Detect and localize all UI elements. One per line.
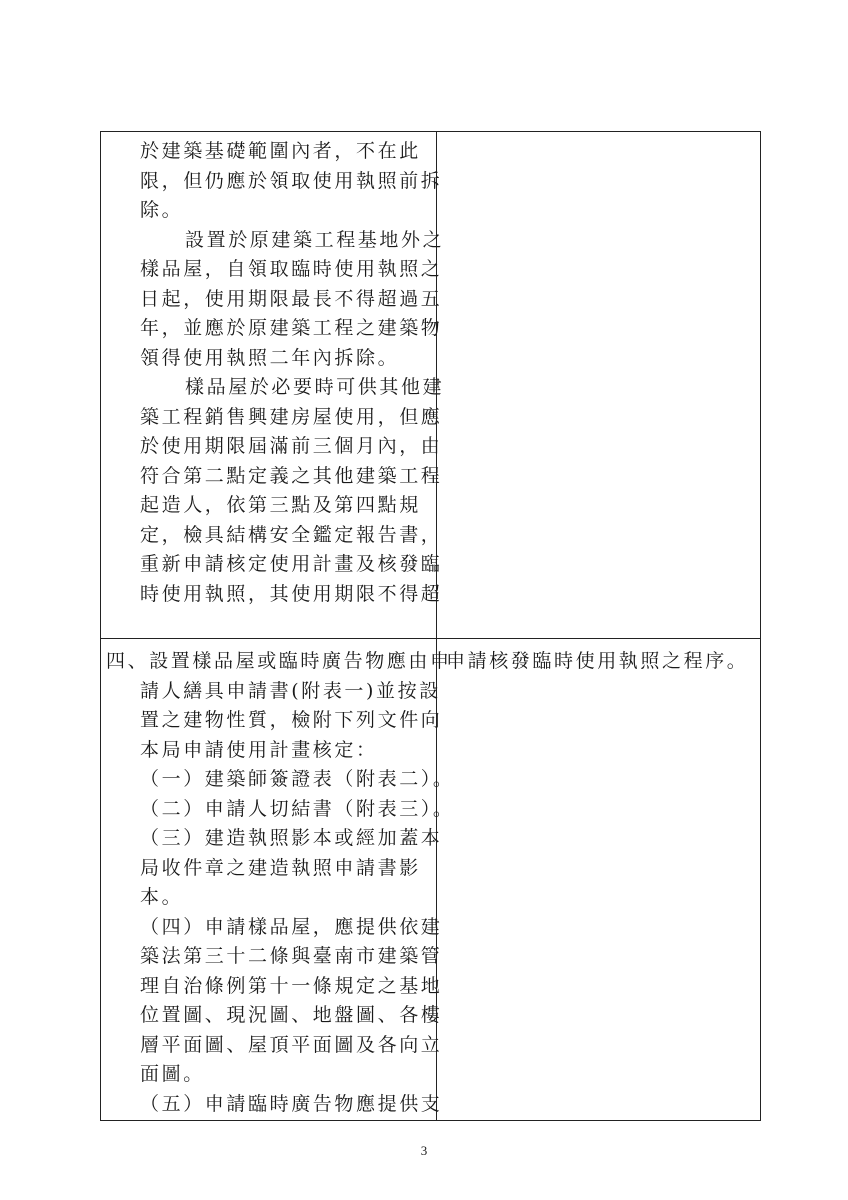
text-line: 於使用期限屆滿前三個月內，由	[140, 435, 443, 457]
page-number: 3	[420, 1143, 428, 1158]
comparison-table	[100, 131, 761, 1121]
text-line: 本。	[140, 886, 184, 908]
text-line: 日起，使用期限最長不得超過五	[140, 287, 443, 310]
text-line: 層平面圖、屋頂平面圖及各向立	[140, 1033, 443, 1056]
text-line: 請人繕具申請書(附表一)並按設	[140, 679, 441, 702]
text-line: 築工程銷售興建房屋使用，但應	[140, 405, 443, 428]
text-line: 樣品屋於必要時可供其他建	[185, 376, 445, 398]
text-line: 申請核發臨時使用執照之程序。	[446, 650, 749, 672]
column-divider	[436, 132, 437, 1120]
text-line: 起造人，依第三點及第四點規	[140, 494, 421, 516]
text-line: （二）申請人切結書（附表三）。	[140, 797, 455, 820]
text-line: 年，並應於原建築工程之建築物	[140, 317, 443, 339]
text-line: 除。	[140, 199, 184, 221]
text-line: （三）建造執照影本或經加蓋本	[140, 827, 443, 849]
text-line: 四、設置樣品屋或臨時廣告物應由申	[106, 650, 452, 672]
text-line: 置之建物性質，檢附下列文件向	[140, 709, 443, 731]
text-line: 位置圖、現況圖、地盤圖、各樓	[140, 1004, 443, 1026]
text-line: 築法第三十二條與臺南市建築管	[140, 945, 443, 967]
text-line: 重新申請核定使用計畫及核發臨	[140, 553, 443, 575]
text-line: 本局申請使用計畫核定：	[140, 738, 378, 761]
text-line: 設置於原建築工程基地外之	[185, 228, 445, 251]
text-line: 樣品屋，自領取臨時使用執照之	[140, 258, 443, 280]
text-line: （五）申請臨時廣告物應提供支	[140, 1092, 443, 1115]
text-line: 定，檢具結構安全鑑定報告書，	[140, 523, 443, 546]
text-line: 限，但仍應於領取使用執照前拆	[140, 169, 443, 192]
row-divider	[101, 638, 760, 639]
text-line: （四）申請樣品屋，應提供依建	[140, 915, 443, 938]
text-line: 局收件章之建造執照申請書影	[140, 856, 421, 879]
text-line: 領得使用執照二年內拆除。	[140, 346, 400, 369]
text-line: 理自治條例第十一條規定之基地	[140, 974, 443, 997]
text-line: （一）建築師簽證表（附表二）。	[140, 768, 455, 790]
text-line: 於建築基礎範圍內者，不在此	[140, 140, 421, 162]
text-line: 面圖。	[140, 1063, 205, 1085]
text-line: 時使用執照，其使用期限不得超	[140, 582, 443, 605]
text-line: 符合第二點定義之其他建築工程	[140, 464, 443, 487]
